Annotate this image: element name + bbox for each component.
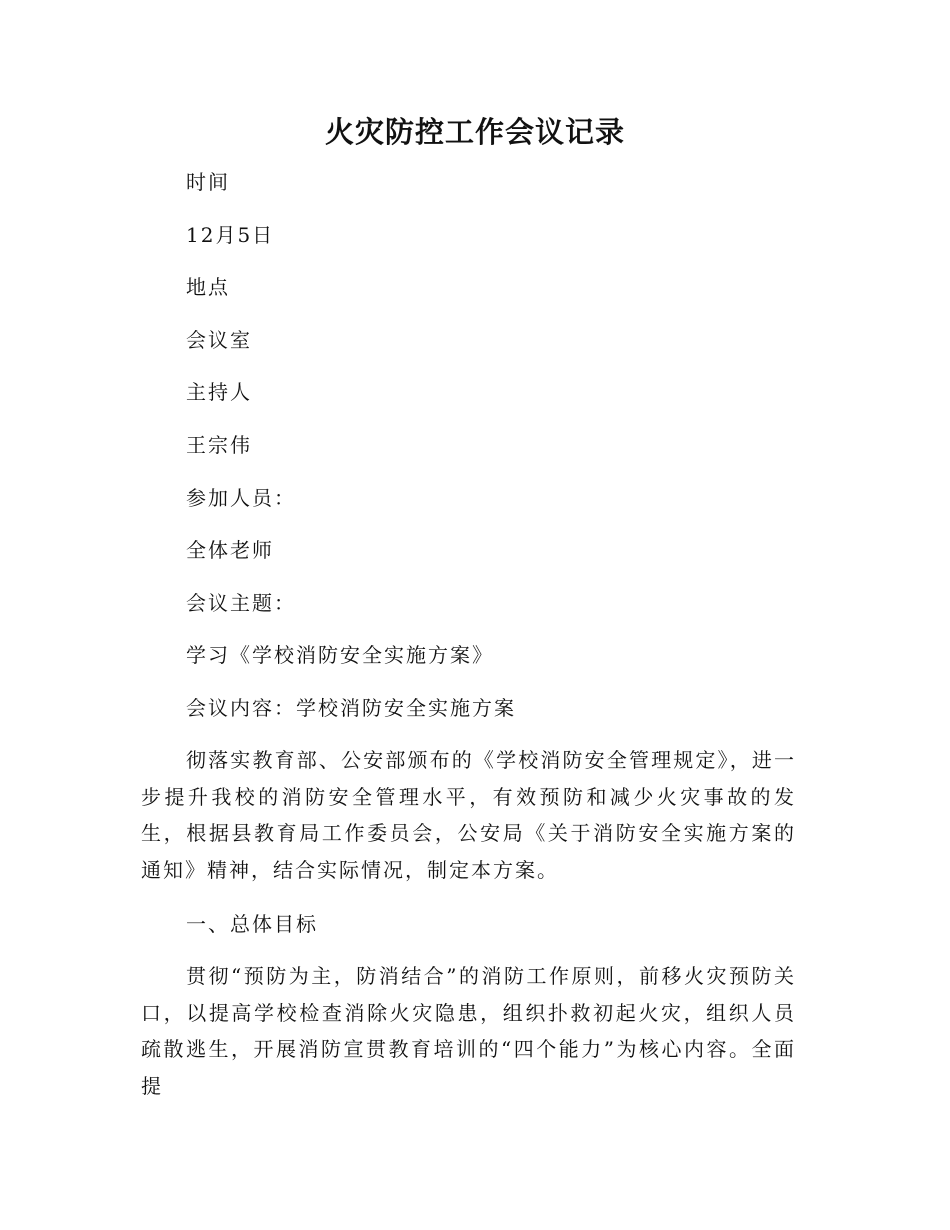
topic-value: 学习《学校消防安全实施方案》 [186, 643, 494, 667]
location-value: 会议室 [186, 328, 252, 352]
content-line: 会议内容：学校消防安全实施方案 [186, 696, 516, 720]
topic-label: 会议主题： [186, 591, 296, 615]
paragraph-1: 彻落实教育部、公安部颁布的《学校消防安全管理规定》，进一步提升我校的消防安全管理水平，有效预防和减少火灾事故的发生，根据县教育局工作委员会，公安局《关于消防安全实施方案的通知》精神，结合实际情况，制定本方案。 [141, 748, 796, 882]
time-value: 12月5日 [186, 223, 275, 247]
location-label: 地点 [186, 275, 230, 299]
host-value: 王宗伟 [186, 433, 252, 457]
section-1-heading: 一、总体目标 [186, 912, 318, 936]
document-title: 火灾防控工作会议记录 [324, 115, 625, 149]
time-label: 时间 [186, 170, 230, 194]
paragraph-2: 贯彻“预防为主，防消结合”的消防工作原则，前移火灾预防关口，以提高学校检查消除火灾隐患，组织扑救初起火灾，组织人员疏散逃生，开展消防宣贯教育培训的“四个能力”为核心内容。全面提 [141, 964, 796, 1098]
host-label: 主持人 [186, 380, 252, 404]
attendees-label: 参加人员： [186, 486, 296, 510]
attendees-value: 全体老师 [186, 538, 274, 562]
